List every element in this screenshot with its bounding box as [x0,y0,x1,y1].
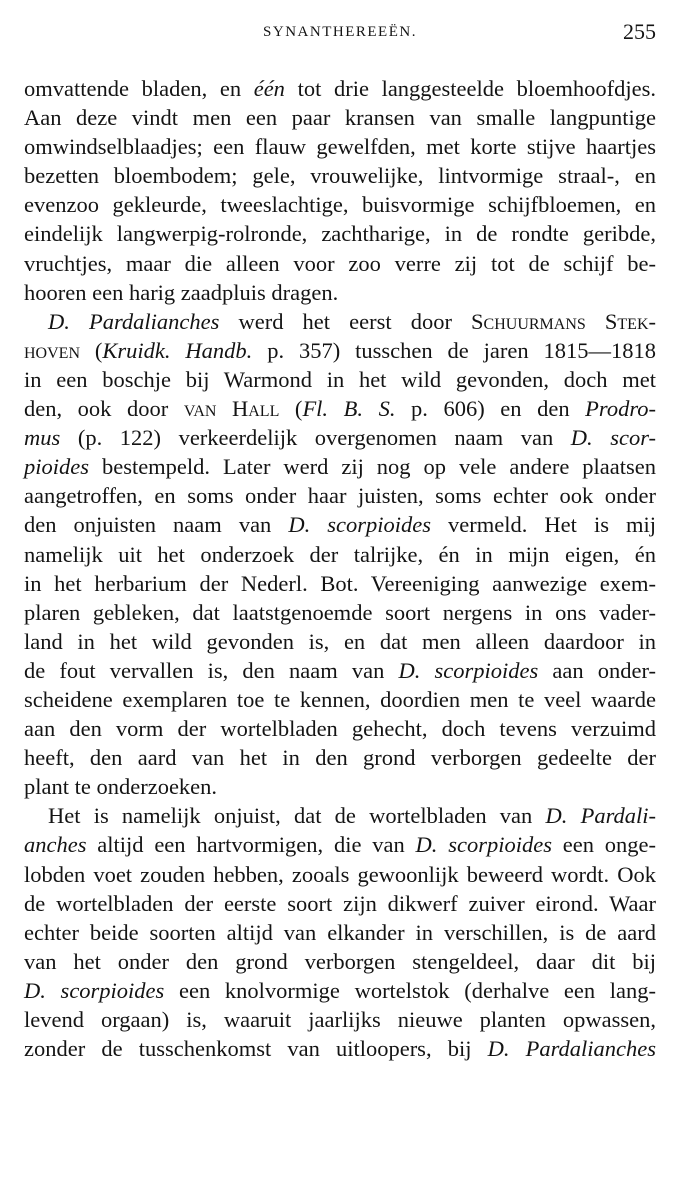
running-head: SYNANTHEREEËN. [263,24,417,40]
text-line: plant te onderzoeken. [24,774,218,800]
book-page [24,19,657,1063]
page-header [24,19,656,58]
text-line: D. Pardalianches werd het eerst door Schuurmans Stek- [48,308,656,334]
text-line: pioides bestempeld. Later werd zij nog op vele andere plaatsen [24,454,656,480]
text-line: Aan deze vindt men een paar kransen van smalle langpuntige [24,105,656,131]
text-line: levend orgaan) is, waaruit jaarlijks nieuwe planten opwassen, [24,1007,656,1032]
text-line: zonder de tusschenkomst van uitloopers, bij D. Pardalianches [24,1036,656,1062]
text-line: aan den vorm der wortelbladen gehecht, doch tevens verzuimd [24,716,656,742]
text-line: lobden voet zouden hebben, zooals gewoonlijk beweerd wordt. Ook [24,861,656,887]
text-line: plaren gebleken, dat laatstgenoemde soort nergens in ons vader- [24,599,656,625]
text-line: scheidene exemplaren toe te kennen, doordien men te veel waarde [24,686,656,712]
text-line: namelijk uit het onderzoek der talrijke, én in mijn eigen, én [24,541,656,567]
text-line: omvattende bladen, en één tot drie langgesteelde bloemhoofdjes. [24,76,656,101]
text-line: mus (p. 122) verkeerdelijk overgenomen naam van D. scor- [24,425,656,451]
text-line: hoven (Kruidk. Handb. p. 357) tusschen de jaren 1815—1818 [24,337,657,363]
text-line: vruchtjes, maar die alleen voor zoo verre zij tot de schijf be- [24,250,656,276]
text-line: den onjuisten naam van D. scorpioides vermeld. Het is mij [24,512,656,538]
text-line: in een boschje bij Warmond in het wild gevonden, doch met [24,366,656,392]
text-line: heeft, den aard van het in den grond verborgen gedeelte der [24,745,656,771]
text-line: den, ook door van Hall (Fl. B. S. p. 606) en den Prodro- [24,396,657,422]
text-line: bezetten bloembodem; gele, vrouwelijke, lintvormige straal-, en [24,163,656,189]
text-line: aangetroffen, en soms onder haar juisten, soms echter ook onder [24,483,656,509]
text-line: land in het wild gevonden is, en dat men alleen daardoor in [24,628,656,654]
text-line: evenzoo gekleurde, tweeslachtige, buisvormige schijfbloemen, en [24,192,656,218]
text-line: Het is namelijk onjuist, dat de wortelbladen van D. Pardali- [48,803,656,829]
text-line: D. scorpioides een knolvormige wortelstok (derhalve een lang- [24,977,657,1003]
text-line: echter beide soorten altijd van elkander in verschillen, is de aard [24,919,656,945]
text-line: hooren een harig zaadpluis dragen. [24,279,339,305]
body-text [24,74,656,1063]
text-line: omwindselblaadjes; een flauw gewelfden, met korte stijve haartjes [24,134,656,160]
text-line: anches altijd een hartvormigen, die van D. scorpioides een onge- [24,832,657,858]
text-line: eindelijk langwerpig-rolronde, zachtharige, in de rondte geribde, [24,221,656,247]
text-line: in het herbarium der Nederl. Bot. Vereeniging aanwezige exem- [24,570,656,596]
text-line: de fout vervallen is, den naam van D. scorpioides aan onder- [24,657,657,683]
page-number: 255 [623,19,656,44]
text-line: de wortelbladen der eerste soort zijn dikwerf zuiver eirond. Waar [24,890,656,916]
text-line: van het onder den grond verborgen stengeldeel, daar dit bij [24,948,656,974]
